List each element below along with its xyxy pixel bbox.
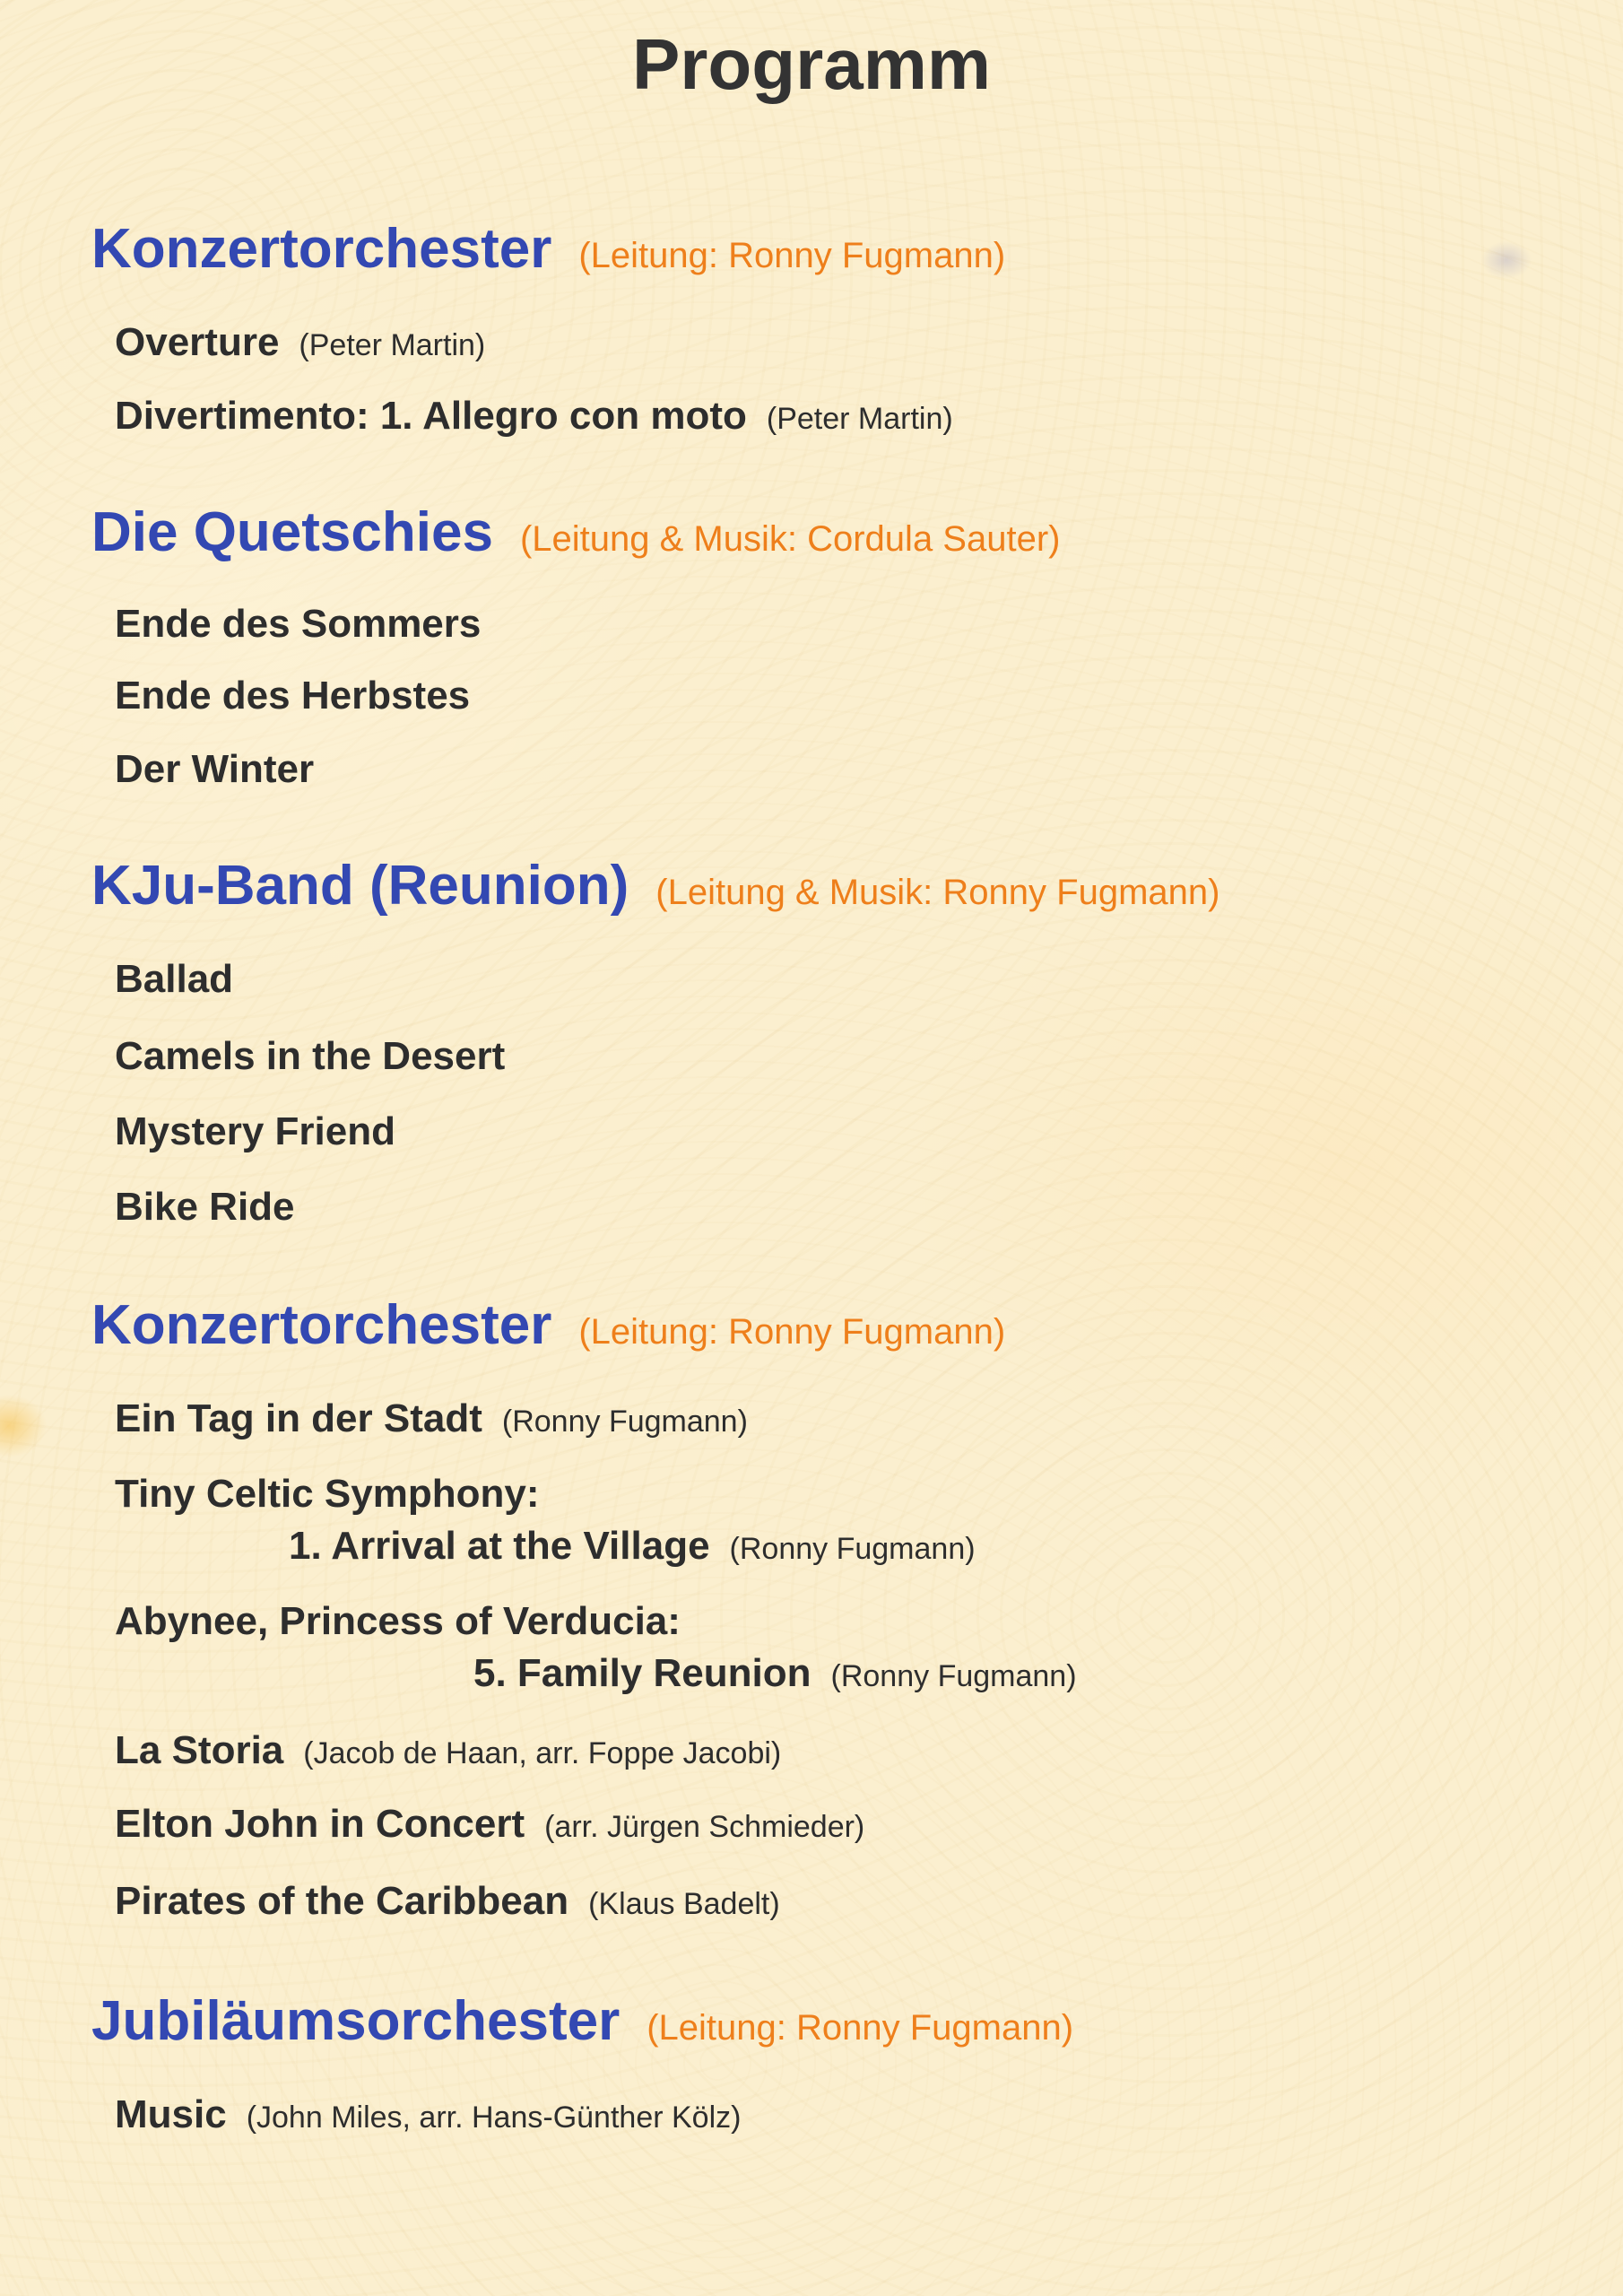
ensemble-name: Die Quetschies [91, 501, 493, 563]
section-heading [91, 1986, 1073, 2072]
section-heading [91, 850, 1219, 936]
piece-title: Ballad [115, 957, 234, 1001]
piece-title: Divertimento: 1. Allegro con moto [115, 394, 747, 438]
program-item [115, 1596, 681, 1656]
program-item-movement [289, 1521, 976, 1580]
piece-title: Elton John in Concert [115, 1802, 525, 1846]
ensemble-leader: (Leitung & Musik: Cordula Sauter) [519, 519, 1061, 559]
piece-composer: (Jacob de Haan, arr. Foppe Jacobi) [303, 1736, 782, 1770]
ensemble-leader: (Leitung: Ronny Fugmann) [578, 236, 1006, 275]
piece-composer: (Peter Martin) [299, 328, 486, 362]
piece-composer: (Klaus Badelt) [588, 1887, 780, 1921]
program-item [115, 954, 233, 1013]
program-item-movement [473, 1648, 1077, 1708]
piece-composer: (John Miles, arr. Hans-Günther Kölz) [246, 2100, 742, 2135]
ensemble-leader: (Leitung: Ronny Fugmann) [578, 1312, 1006, 1352]
piece-title: Mystery Friend [115, 1109, 395, 1153]
program-item [115, 1799, 864, 1858]
piece-composer: (Peter Martin) [766, 402, 953, 436]
section-heading [91, 497, 1060, 583]
program-item [115, 744, 314, 804]
program-item [115, 1031, 505, 1091]
section-heading [91, 1290, 1005, 1376]
piece-title: Overture [115, 320, 280, 364]
piece-composer: (Ronny Fugmann) [729, 1532, 976, 1566]
program-item [115, 671, 470, 730]
piece-composer: (arr. Jürgen Schmieder) [544, 1810, 865, 1844]
piece-title: Ein Tag in der Stadt [115, 1396, 482, 1440]
piece-title: La Storia [115, 1728, 284, 1772]
ensemble-name: KJu-Band (Reunion) [91, 855, 629, 917]
piece-title: Der Winter [115, 747, 315, 791]
piece-title: Tiny Celtic Symphony: [115, 1472, 540, 1516]
piece-movement: 5. Family Reunion [473, 1651, 812, 1695]
piece-title: Ende des Herbstes [115, 674, 471, 718]
program-item [115, 599, 481, 658]
ensemble-name: Konzertorchester [91, 218, 552, 280]
piece-title: Bike Ride [115, 1185, 295, 1229]
program-item [115, 1876, 780, 1935]
page-title: Programm [631, 24, 992, 104]
program-item [115, 1182, 295, 1241]
ensemble-leader: (Leitung & Musik: Ronny Fugmann) [655, 873, 1220, 912]
piece-composer: (Ronny Fugmann) [501, 1405, 748, 1439]
ensemble-name: Konzertorchester [91, 1294, 552, 1356]
ensemble-leader: (Leitung: Ronny Fugmann) [647, 2008, 1074, 2048]
piece-composer: (Ronny Fugmann) [830, 1659, 1077, 1693]
piece-title: Music [115, 2092, 227, 2136]
program-item [115, 391, 953, 450]
piece-title: Ende des Sommers [115, 602, 482, 646]
program-item [115, 2090, 741, 2149]
piece-movement: 1. Arrival at the Village [289, 1524, 710, 1568]
piece-title: Pirates of the Caribbean [115, 1879, 569, 1923]
program-item [115, 1726, 781, 1785]
section-heading [91, 213, 1005, 300]
program-item [115, 1469, 540, 1528]
program-item [115, 317, 485, 377]
ensemble-name: Jubiläumsorchester [91, 1990, 621, 2052]
program-item [115, 1107, 395, 1166]
program-item [115, 1394, 748, 1453]
piece-title: Abynee, Princess of Verducia: [115, 1599, 681, 1643]
piece-title: Camels in the Desert [115, 1034, 506, 1078]
